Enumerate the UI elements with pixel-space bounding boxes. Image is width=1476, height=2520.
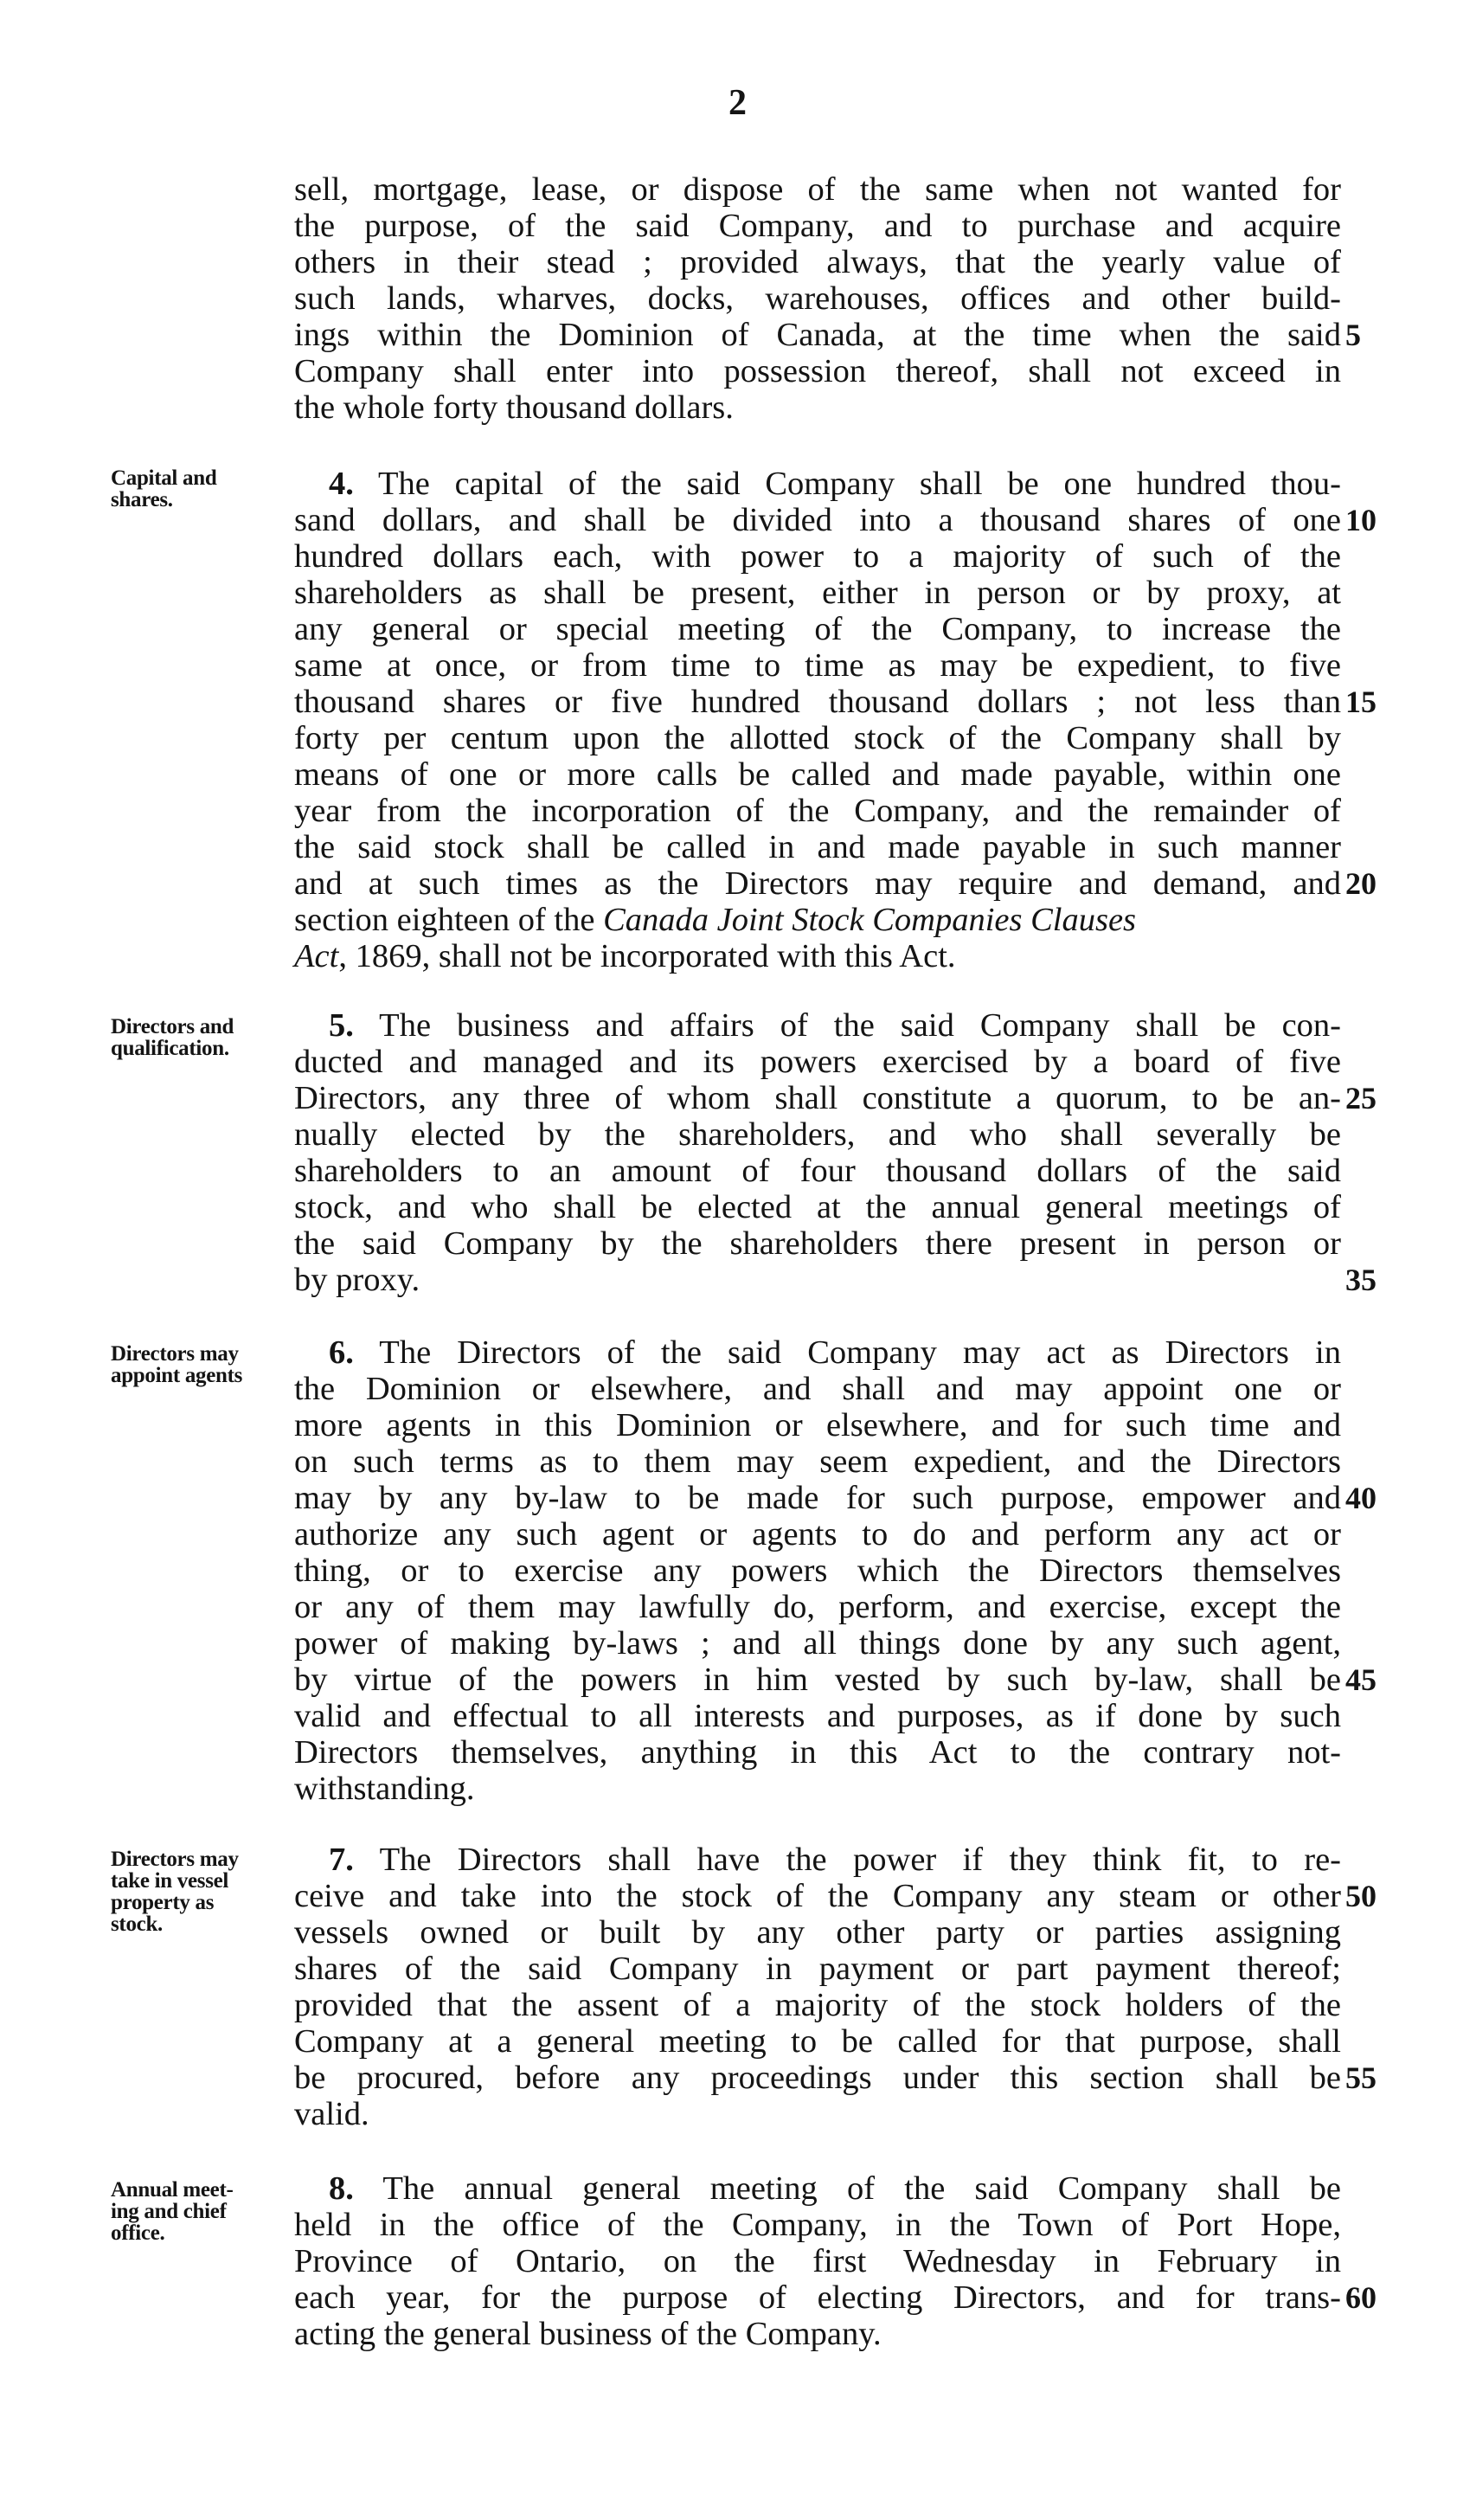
page-number: 2 xyxy=(728,83,748,123)
margin-note-line: Capital and xyxy=(111,466,217,490)
text-line: valid and effectual to all interests and purposes, as if done by such xyxy=(294,1698,1341,1734)
text-line: the said stock shall be called in and made payable in such manner xyxy=(294,829,1341,865)
text-line: more agents in this Dominion or elsewhere, and for such time and xyxy=(294,1407,1341,1443)
section-body xyxy=(294,1842,1341,2132)
margin-note-line: Directors may xyxy=(111,1848,239,1871)
text-line: the Dominion or elsewhere, and shall and may appoint one or xyxy=(294,1371,1341,1407)
section-number: 7. xyxy=(329,1842,354,1878)
text-line: provided that the assent of a majority of the stock holders of the xyxy=(294,1987,1341,2023)
line-number: 45 xyxy=(1345,1662,1377,1697)
text-run: The business and affairs of the said Company shall be con- xyxy=(353,1007,1341,1044)
text-line: each year, for the purpose of electing Directors, and for trans- xyxy=(294,2279,1341,2316)
text-line: may by any by-law to be made for such purpose, empower and xyxy=(294,1480,1341,1516)
line-number: 25 xyxy=(1345,1081,1377,1115)
text-line: on such terms as to them may seem expedient, and the Directors xyxy=(294,1443,1341,1480)
margin-note xyxy=(111,467,288,511)
text-line: forty per centum upon the allotted stock of the Company shall by xyxy=(294,720,1341,756)
text-line: vessels owned or built by any other party or parties assigning xyxy=(294,1914,1341,1951)
text-line xyxy=(294,938,1341,974)
text-line: year from the incorporation of the Company, and the remainder of xyxy=(294,793,1341,829)
margin-note xyxy=(111,1343,288,1386)
text-run: The capital of the said Company shall be one hundred thou- xyxy=(353,466,1341,502)
text-line: the purpose, of the said Company, and to purchase and acquire xyxy=(294,208,1341,244)
text-line xyxy=(294,1007,1341,1044)
margin-note-line: qualification. xyxy=(111,1037,229,1060)
text-line: any general or special meeting of the Company, to increase the xyxy=(294,611,1341,647)
text-line: thousand shares or five hundred thousand dollars ; not less than xyxy=(294,684,1341,720)
text-line: hundred dollars each, with power to a majority of such of the xyxy=(294,538,1341,575)
italic-act-word: Act xyxy=(294,938,339,974)
line-number: 5 xyxy=(1345,318,1361,352)
text-line xyxy=(294,1334,1341,1371)
text-line: or any of them may lawfully do, perform, and exercise, except the xyxy=(294,1589,1341,1625)
section-body xyxy=(294,1007,1341,1298)
margin-note-line: appoint agents xyxy=(111,1364,243,1387)
text-line: shareholders to an amount of four thousand dollars of the said xyxy=(294,1153,1341,1189)
text-run: , 1869, shall not be incorporated with this Act. xyxy=(338,938,956,974)
section-body xyxy=(294,1334,1341,1807)
text-line: Directors, any three of whom shall constitute a quorum, to be an- xyxy=(294,1080,1341,1116)
margin-note-line: office. xyxy=(111,2221,165,2245)
line-number: 10 xyxy=(1345,503,1377,537)
text-line: thing, or to exercise any powers which the Directors themselves xyxy=(294,1552,1341,1589)
section-number: 4. xyxy=(329,466,354,502)
text-line: the whole forty thousand dollars. xyxy=(294,389,734,426)
text-line: Province of Ontario, on the first Wednesday in February in xyxy=(294,2243,1341,2279)
text-line: by proxy. xyxy=(294,1262,420,1298)
text-run: The Directors of the said Company may act as Directors in xyxy=(353,1334,1341,1371)
line-number: 40 xyxy=(1345,1481,1377,1515)
text-line: withstanding. xyxy=(294,1771,475,1807)
text-line: means of one or more calls be called and made payable, within one xyxy=(294,756,1341,793)
italic-act-title: Canada Joint Stock Companies Clauses xyxy=(603,902,1137,938)
text-line: shareholders as shall be present, either in person or by proxy, at xyxy=(294,575,1341,611)
text-run: The Directors shall have the power if they think fit, to re- xyxy=(353,1842,1341,1878)
text-line: others in their stead ; provided always, that the yearly value of xyxy=(294,244,1341,280)
text-line: ducted and managed and its powers exercised by a board of five xyxy=(294,1044,1341,1080)
paragraph-body xyxy=(294,171,1341,426)
text-line: acting the general business of the Company. xyxy=(294,2316,882,2352)
margin-note-line: take in vessel xyxy=(111,1869,229,1893)
section-number: 6. xyxy=(329,1334,354,1371)
line-number: 55 xyxy=(1345,2060,1377,2095)
line-number: 20 xyxy=(1345,866,1377,901)
margin-note xyxy=(111,1016,288,1059)
margin-note-line: Directors may xyxy=(111,1342,239,1366)
text-run: section eighteen of the xyxy=(294,902,604,938)
text-line: nually elected by the shareholders, and who shall severally be xyxy=(294,1116,1341,1153)
margin-note-line: Directors and xyxy=(111,1015,234,1038)
text-line: such lands, wharves, docks, warehouses, offices and other build- xyxy=(294,280,1341,317)
text-line: the said Company by the shareholders there present in person or xyxy=(294,1225,1341,1262)
text-line: held in the office of the Company, in the Town of Port Hope, xyxy=(294,2207,1341,2243)
margin-note-line: stock. xyxy=(111,1912,164,1936)
text-line: and at such times as the Directors may require and demand, and xyxy=(294,865,1341,902)
text-line: Company at a general meeting to be called for that purpose, shall xyxy=(294,2023,1341,2060)
text-line xyxy=(294,1842,1341,1878)
section-number: 8. xyxy=(329,2170,354,2207)
margin-note-line: ing and chief xyxy=(111,2200,227,2223)
text-line: stock, and who shall be elected at the annual general meetings of xyxy=(294,1189,1341,1225)
text-line: power of making by-laws ; and all things done by any such agent, xyxy=(294,1625,1341,1662)
text-run: The annual general meeting of the said Company shall be xyxy=(353,2170,1341,2207)
section-body xyxy=(294,466,1341,974)
margin-note xyxy=(111,1848,288,1935)
text-line: ings within the Dominion of Canada, at the time when the said xyxy=(294,317,1341,353)
text-line: by virtue of the powers in him vested by such by-law, shall be xyxy=(294,1662,1341,1698)
line-number: 15 xyxy=(1345,685,1377,719)
line-number: 60 xyxy=(1345,2280,1377,2315)
margin-note-line: property as xyxy=(111,1891,215,1914)
text-line: shares of the said Company in payment or part payment thereof; xyxy=(294,1951,1341,1987)
section-body xyxy=(294,2170,1341,2352)
text-line: ceive and take into the stock of the Company any steam or other xyxy=(294,1878,1341,1914)
text-line xyxy=(294,2170,1341,2207)
text-line: same at once, or from time to time as may be expedient, to five xyxy=(294,647,1341,684)
section-number: 5. xyxy=(329,1007,354,1044)
margin-note xyxy=(111,2179,288,2244)
text-line: valid. xyxy=(294,2096,369,2132)
text-line: sand dollars, and shall be divided into a thousand shares of one xyxy=(294,502,1341,538)
margin-note-line: shares. xyxy=(111,488,173,511)
line-number: 50 xyxy=(1345,1879,1377,1913)
text-line: Directors themselves, anything in this Act to the contrary not- xyxy=(294,1734,1341,1771)
text-line: Company shall enter into possession thereof, shall not exceed in xyxy=(294,353,1341,389)
text-line: sell, mortgage, lease, or dispose of the same when not wanted for xyxy=(294,171,1341,208)
line-number: 35 xyxy=(1345,1263,1377,1297)
text-line: authorize any such agent or agents to do and perform any act or xyxy=(294,1516,1341,1552)
margin-note-line: Annual meet- xyxy=(111,2178,234,2202)
text-line xyxy=(294,466,1341,502)
text-line: be procured, before any proceedings under this section shall be xyxy=(294,2060,1341,2096)
text-line xyxy=(294,902,1341,938)
